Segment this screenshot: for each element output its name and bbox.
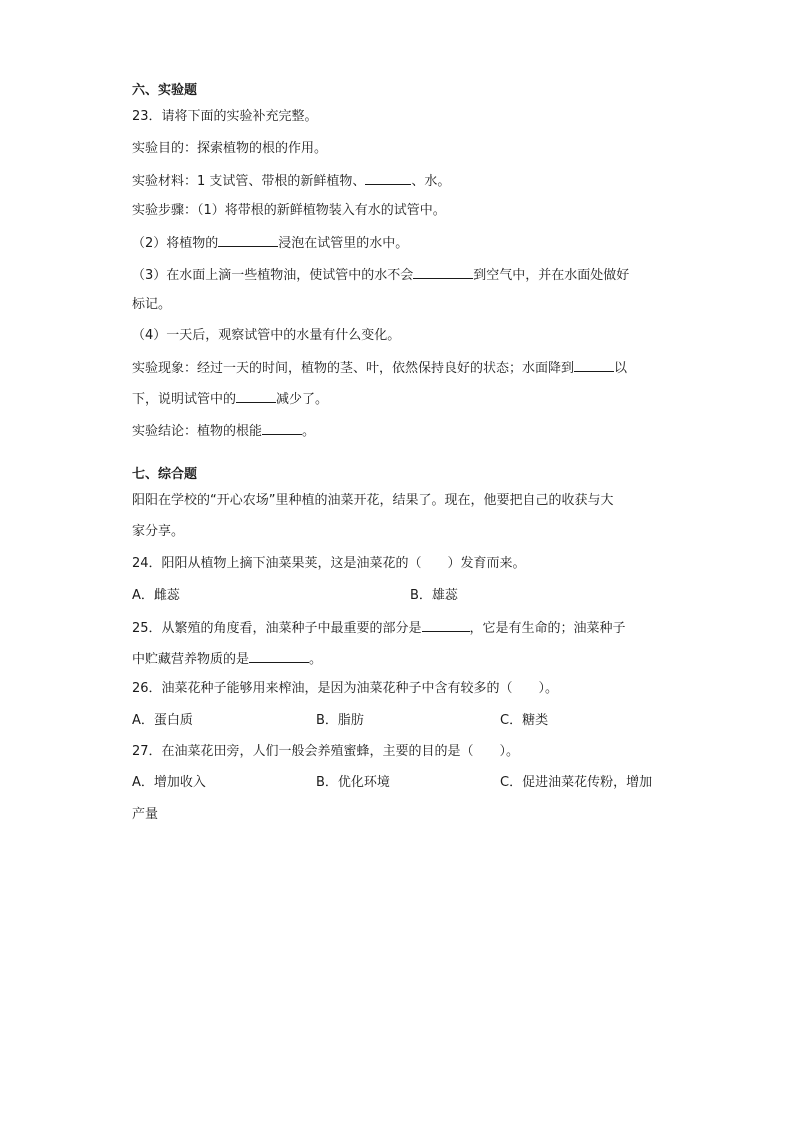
experiment-phenomenon xyxy=(132,358,627,378)
experiment-step-4: （4）一天后，观察试管中的水量有什么变化。 xyxy=(132,328,401,343)
question-27-option-c-continued: 产量 xyxy=(132,807,159,822)
conclusion-text-after: 。 xyxy=(302,424,316,439)
materials-blank[interactable] xyxy=(365,171,411,185)
phenomenon2-text-after: 减少了。 xyxy=(276,392,329,407)
question-24-stem: 24．阳阳从植物上摘下油菜果荚，这是油菜花的（ ）发育而来。 xyxy=(132,556,526,571)
experiment-phenomenon-continued xyxy=(132,389,328,409)
section-heading-experiment: 六、实验题 xyxy=(132,83,198,98)
question-27-option-c[interactable]: C．促进油菜花传粉，增加 xyxy=(500,775,653,790)
phenomenon2-text-before: 下，说明试管中的 xyxy=(132,392,237,407)
q25-blank-1[interactable] xyxy=(422,618,470,632)
question-24-option-a[interactable]: A．雌蕊 xyxy=(132,588,180,603)
experiment-step-1: 实验步骤：（1）将带根的新鲜植物装入有水的试管中。 xyxy=(132,203,446,218)
question-27-stem: 27．在油菜花田旁，人们一般会养殖蜜蜂，主要的目的是（ ）。 xyxy=(132,744,520,759)
materials-text-before: 实验材料：1 支试管、带根的新鲜植物、 xyxy=(132,174,366,189)
experiment-purpose: 实验目的：探索植物的根的作用。 xyxy=(132,141,328,156)
question-26-option-b[interactable]: B．脂肪 xyxy=(316,713,364,728)
step3-blank[interactable] xyxy=(413,265,473,279)
question-25-line-2 xyxy=(132,649,322,669)
question-27-option-a[interactable]: A．增加收入 xyxy=(132,775,206,790)
question-26-option-a[interactable]: A．蛋白质 xyxy=(132,713,193,728)
experiment-step-3-continued: 标记。 xyxy=(132,297,172,312)
question-27-option-b[interactable]: B．优化环境 xyxy=(316,775,390,790)
experiment-step-3 xyxy=(132,265,629,285)
step3-text-before: （3）在水面上滴一些植物油，使试管中的水不会 xyxy=(132,268,414,283)
phenomenon-blank-2[interactable] xyxy=(236,389,276,403)
question-24-option-b[interactable]: B．雄蕊 xyxy=(410,588,458,603)
q25-line2-text-after: 。 xyxy=(309,652,323,667)
experiment-materials xyxy=(132,171,450,191)
experiment-step-2 xyxy=(132,233,408,253)
section7-intro-line-2: 家分享。 xyxy=(132,524,185,539)
q25-line2-text-before: 中贮藏营养物质的是 xyxy=(132,652,250,667)
phenomenon-text-after: 以 xyxy=(614,361,628,376)
step2-text-before: （2）将植物的 xyxy=(132,236,219,251)
section-heading-comprehensive: 七、综合题 xyxy=(132,467,198,482)
experiment-conclusion xyxy=(132,421,315,441)
question-26-stem: 26．油菜花种子能够用来榨油，是因为油菜花种子中含有较多的（ ）。 xyxy=(132,681,559,696)
q25-text-before: 25．从繁殖的角度看，油菜种子中最重要的部分是 xyxy=(132,621,422,636)
question-26-option-c[interactable]: C．糖类 xyxy=(500,713,549,728)
step2-text-after: 浸泡在试管里的水中。 xyxy=(278,236,409,251)
conclusion-blank[interactable] xyxy=(262,421,302,435)
step3-text-after: 到空气中，并在水面处做好 xyxy=(473,268,630,283)
materials-text-after: 、水。 xyxy=(411,174,451,189)
q25-blank-2[interactable] xyxy=(249,649,309,663)
q25-text-after: ，它是有生命的；油菜种子 xyxy=(469,621,626,636)
phenomenon-text-before: 实验现象：经过一天的时间，植物的茎、叶，依然保持良好的状态；水面降到 xyxy=(132,361,575,376)
section7-intro-line-1: 阳阳在学校的“开心农场”里种植的油菜开花，结果了。现在，他要把自己的收获与大 xyxy=(132,493,614,508)
step2-blank[interactable] xyxy=(218,233,278,247)
question-25-line-1 xyxy=(132,618,626,638)
conclusion-text-before: 实验结论：植物的根能 xyxy=(132,424,263,439)
phenomenon-blank-1[interactable] xyxy=(574,358,614,372)
question-23-intro: 23．请将下面的实验补充完整。 xyxy=(132,109,318,124)
